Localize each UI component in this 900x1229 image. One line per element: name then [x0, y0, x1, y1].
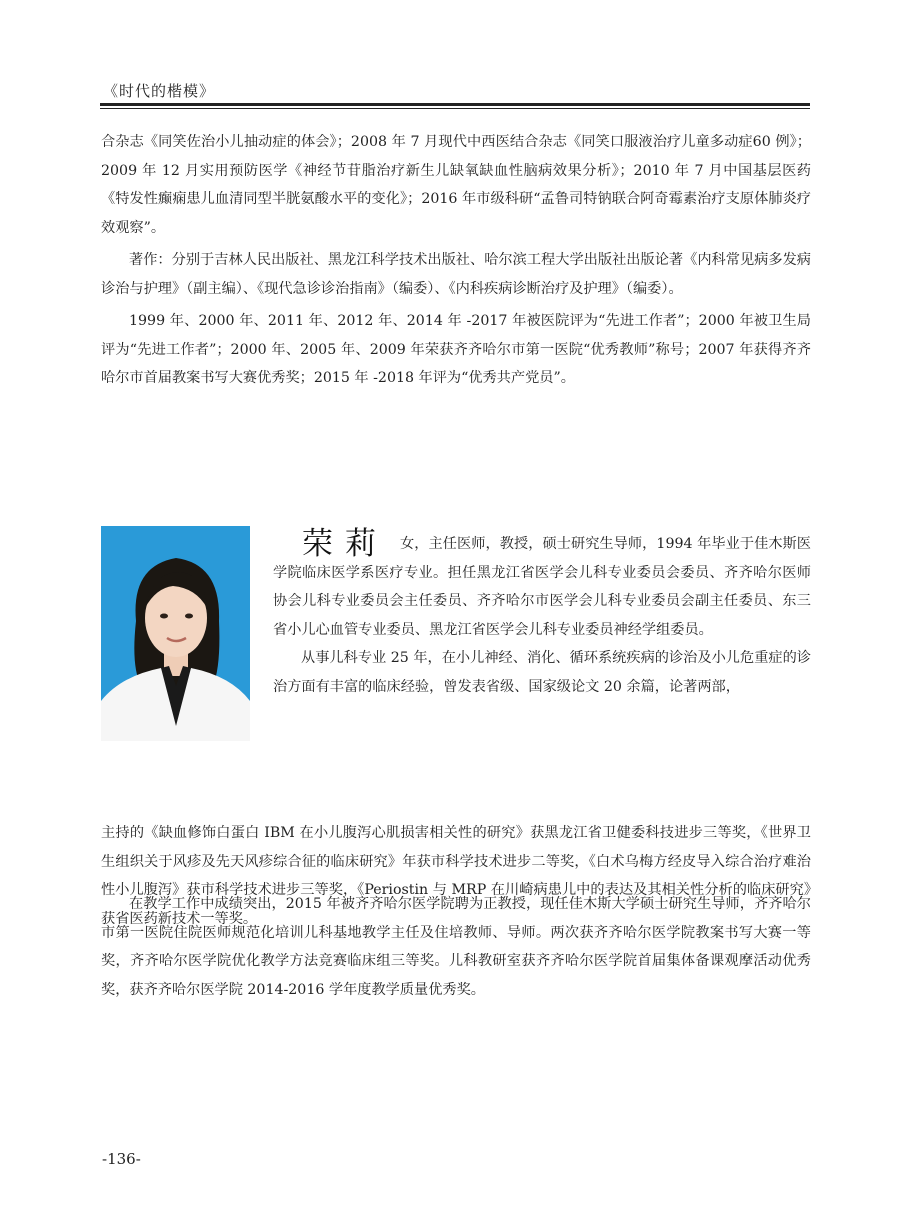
- previous-profile-section: [101, 128, 811, 393]
- profile-intro: 女，主任医师，教授，硕士研究生导师，1994 年毕业于佳木斯医学院临床医学系医疗专业。担任黑龙江省医学会儿科专业委员会委员、齐齐哈尔医师协会儿科专业委员会主任委员、齐齐哈尔市医学会儿科专业委员会副主任委员、东三省小儿心血管专业委员、黑龙江省医学会儿科专业委员神经学组委员。: [273, 536, 811, 638]
- portrait-photo: [101, 526, 250, 741]
- portrait-illustration: [101, 526, 250, 741]
- books-paragraph: 著作：分别于吉林人民出版社、黑龙江科学技术出版社、哈尔滨工程大学出版社出版论著《内科常见病多发病诊治与护理》（副主编）、《现代急诊诊治指南》（编委）、《内科疾病诊断治疗及护理》（编委）。: [101, 252, 811, 297]
- profile-name: 荣莉: [302, 526, 388, 562]
- profile-intro-block: [273, 530, 811, 701]
- honors-paragraph: 1999 年、2000 年、2011 年、2012 年、2014 年 -2017 年被医院评为“先进工作者”；2000 年被卫生局评为“先进工作者”；2000 年、2005 年、2009 年荣获齐齐哈尔市第一医院“优秀教师”称号；2007 年获得齐齐哈尔市首届教案书写大赛优秀奖；2015 年 -2018 年评为“优秀共产党员”。: [101, 313, 811, 386]
- running-header-title: 《时代的楷模》: [103, 82, 216, 100]
- page-number: -136-: [102, 1150, 141, 1168]
- experience-paragraph-cont: 主持的《缺血修饰白蛋白 IBM 在小儿腹泻心肌损害相关性的研究》获黑龙江省卫健委科技进步三等奖，《世界卫生组织关于风疹及先天风疹综合征的临床研究》年获市科学技术进步二等奖，《白术乌梅方经皮导入综合治疗难治性小儿腹泻》获市科学技术进步三等奖，《Periostin 与 MRP 在川崎病患儿中的表达及其相关性分析的临床研究》获省医药新技术一等奖。: [101, 825, 811, 927]
- experience-paragraph-start: 从事儿科专业 25 年，在小儿神经、消化、循环系统疾病的诊治及小儿危重症的诊治方面有丰富的临床经验，曾发表省级、国家级论文 20 余篇，论著两部，: [273, 650, 811, 695]
- header-rule-thick: [100, 103, 810, 106]
- header-rule-thin: [100, 108, 810, 109]
- teaching-paragraph: 在教学工作中成绩突出，2015 年被齐齐哈尔医学院聘为正教授，现任佳木斯大学硕士研究生导师，齐齐哈尔市第一医院住院医师规范化培训儿科基地教学主任及住培教师、导师。两次获齐齐哈尔医学院教案书写大赛一等奖，齐齐哈尔医学院优化教学方法竞赛临床组三等奖。儿科教研室获齐齐哈尔医学院首届集体备课观摩活动优秀奖，获齐齐哈尔医学院 2014-2016 学年度教学质量优秀奖。: [101, 896, 811, 998]
- teaching-block: [101, 890, 811, 1004]
- publications-paragraph: 合杂志《同笑佐治小儿抽动症的体会》；2008 年 7 月现代中西医结合杂志《同笑口服液治疗儿童多动症60 例》；2009 年 12 月实用预防医学《神经节苷脂治疗新生儿缺氧缺血性脑病效果分析》；2010 年 7 月中国基层医药《特发性癫痫患儿血清同型半胱氨酸水平的变化》；2016 年市级科研“孟鲁司特钠联合阿奇霉素治疗支原体肺炎疗效观察”。: [101, 134, 811, 236]
